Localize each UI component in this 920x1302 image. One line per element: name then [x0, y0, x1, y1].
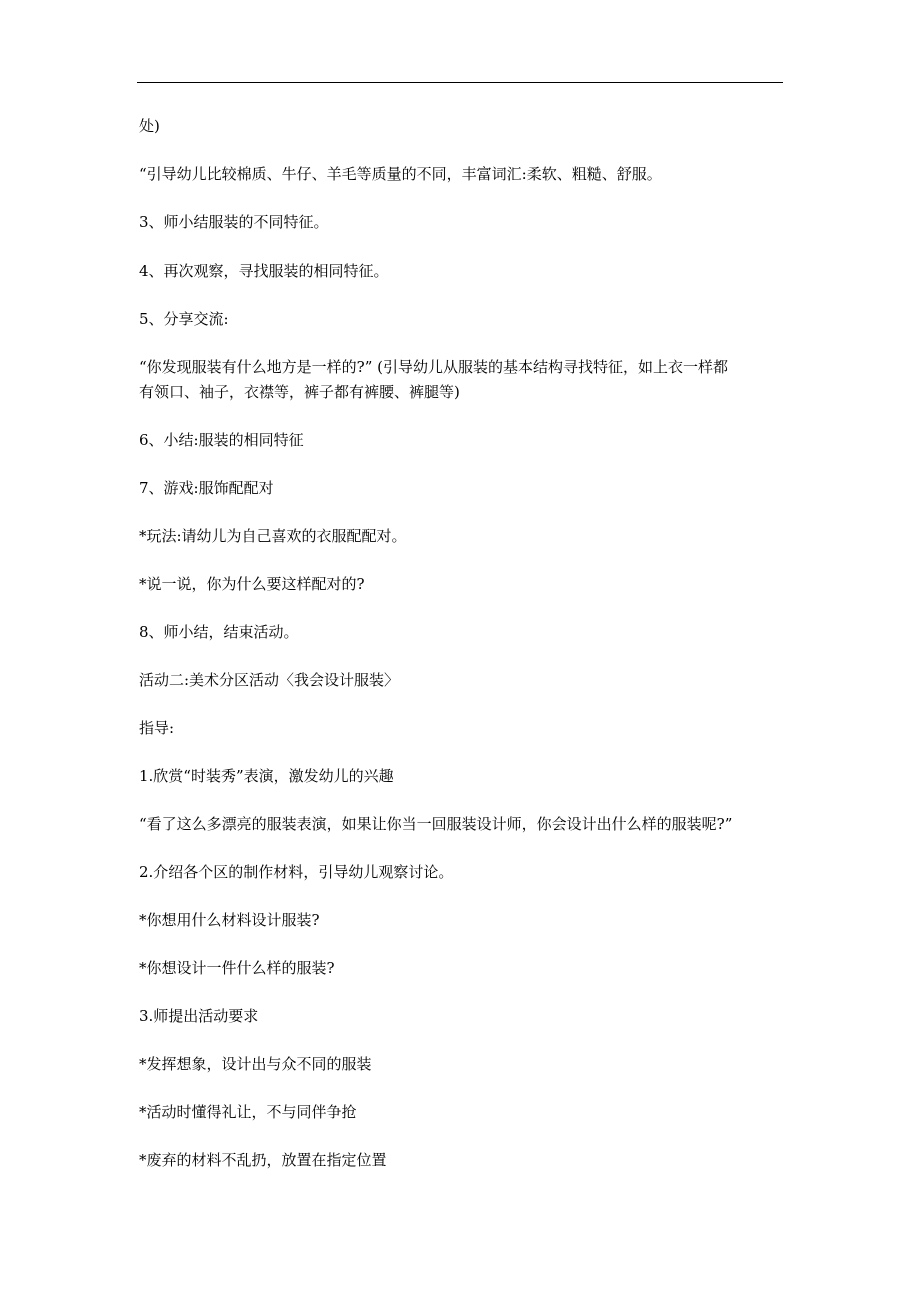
text-line: 4、再次观察，寻找服装的相同特征。: [139, 262, 389, 280]
text-line: “你发现服装有什么地方是一样的?” (引导幼儿从服装的基本结构寻找特征，如上衣一样都: [139, 358, 729, 376]
header-rule: [137, 82, 783, 83]
text-line: 7、游戏:服饰配配对: [139, 479, 274, 497]
section-heading: 活动二:美术分区活动〈我会设计服装〉: [139, 671, 400, 689]
text-line: *发挥想象，设计出与众不同的服装: [139, 1055, 372, 1073]
text-line: “引导幼儿比较棉质、牛仔、羊毛等质量的不同，丰富词汇:柔软、粗糙、舒服。: [139, 165, 662, 183]
text-line: *废弃的材料不乱扔，放置在指定位置: [139, 1151, 387, 1169]
text-line: *你想用什么材料设计服装?: [139, 911, 320, 929]
text-line: 3.师提出活动要求: [139, 1007, 259, 1025]
text-line: *活动时懂得礼让，不与同伴争抢: [139, 1103, 357, 1121]
text-line: *玩法:请幼儿为自己喜欢的衣服配配对。: [139, 527, 407, 545]
text-line: 1.欣赏“时装秀”表演，激发幼儿的兴趣: [139, 767, 394, 785]
text-line: 6、小结:服装的相同特征: [139, 431, 304, 449]
text-line: 3、师小结服装的不同特征。: [139, 213, 329, 231]
text-line: *说一说，你为什么要这样配对的?: [139, 575, 365, 593]
text-line: 指导:: [139, 719, 175, 737]
text-line: 8、师小结，结束活动。: [139, 623, 299, 641]
text-line: 5、分享交流:: [139, 310, 229, 328]
text-line: *你想设计一件什么样的服装?: [139, 959, 335, 977]
text-line: 2.介绍各个区的制作材料，引导幼儿观察讨论。: [139, 863, 454, 881]
text-line: 有领口、袖子，衣襟等，裤子都有裤腰、裤腿等): [139, 383, 460, 401]
text-line: 处): [139, 117, 160, 135]
text-line: “看了这么多漂亮的服装表演，如果让你当一回服装设计师，你会设计出什么样的服装呢?”: [139, 815, 733, 833]
